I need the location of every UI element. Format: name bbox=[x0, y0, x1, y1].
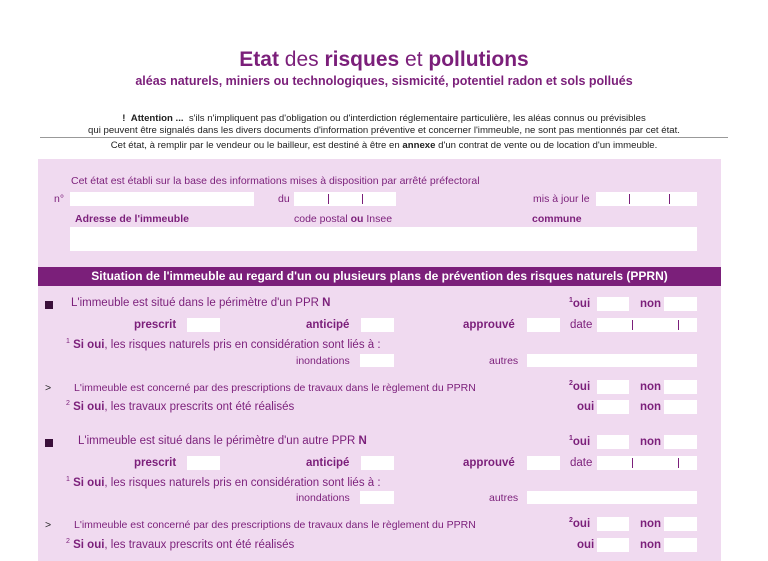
block2-anticipe-checkbox[interactable] bbox=[361, 456, 394, 470]
bullet-square-icon bbox=[45, 439, 53, 447]
block2-presc-non-checkbox[interactable] bbox=[664, 517, 697, 531]
title-etat: Etat bbox=[239, 48, 279, 71]
block2-travaux-rest: , les travaux prescrits ont été réalisés bbox=[104, 538, 295, 551]
number-label: n° bbox=[54, 193, 65, 205]
block2-question-n: N bbox=[358, 435, 367, 447]
notice-attention: Attention ... bbox=[130, 113, 184, 124]
block1-travaux-text bbox=[66, 400, 294, 413]
block1-autres-label: autres bbox=[489, 355, 519, 367]
postal-label bbox=[294, 213, 392, 225]
block2-presc-oui-checkbox[interactable] bbox=[597, 517, 629, 531]
commune-label: commune bbox=[532, 213, 582, 225]
block1-trav-oui-checkbox[interactable] bbox=[597, 400, 629, 414]
block2-oui-checkbox[interactable] bbox=[597, 435, 629, 449]
notice-text-3a: Cet état, à remplir par le vendeur ou le bailleur, est destiné à être en bbox=[110, 140, 403, 151]
block1-prescrit-checkbox[interactable] bbox=[187, 318, 220, 332]
address-field[interactable] bbox=[70, 227, 697, 251]
postal-label-c: Insee bbox=[363, 213, 393, 225]
notice-text-3c: d'un contrat de vente ou de location d'un immeuble. bbox=[435, 140, 658, 151]
block2-presc-oui-text: oui bbox=[572, 517, 591, 530]
block2-date-field[interactable] bbox=[597, 456, 697, 470]
block2-approuve-label: approuvé bbox=[463, 457, 515, 469]
notice-line-3 bbox=[0, 140, 768, 151]
du-label: du bbox=[278, 193, 290, 205]
block1-trav-non-label: non bbox=[640, 401, 662, 413]
block2-inondations-checkbox[interactable] bbox=[360, 491, 394, 504]
block2-si-oui-risques bbox=[66, 476, 381, 489]
title-des: des bbox=[278, 48, 325, 71]
block1-prescrit-label: prescrit bbox=[134, 319, 177, 331]
block2-non-label: non bbox=[640, 436, 662, 448]
notice-text-1: s'ils n'impliquent pas d'obligation ou d'interdiction réglementaire particulière, les aléas connus ou prévisibles bbox=[188, 113, 646, 124]
page-subtitle: aléas naturels, miniers ou technologiques, sismicité, potentiel radon et sols pollués bbox=[135, 74, 633, 88]
block1-date-label: date bbox=[570, 319, 593, 331]
arrete-number-field[interactable] bbox=[70, 192, 254, 206]
block2-travaux-text bbox=[66, 538, 294, 551]
maj-date-field[interactable] bbox=[596, 192, 697, 206]
block2-presc-non-label: non bbox=[640, 518, 662, 530]
notice-bang: ! bbox=[122, 113, 126, 124]
block2-travaux-sup: 2 bbox=[66, 538, 70, 545]
block1-presc-non-checkbox[interactable] bbox=[664, 380, 697, 394]
block1-question-n: N bbox=[322, 297, 331, 309]
block1-oui-sup: 1 bbox=[569, 297, 573, 304]
block1-approuve-label: approuvé bbox=[463, 319, 515, 331]
notice-divider bbox=[40, 137, 728, 138]
block1-presc-oui-sup: 2 bbox=[569, 380, 573, 387]
block1-presc-oui-label bbox=[569, 380, 590, 393]
block1-prescriptions-text: L'immeuble est concerné par des prescriptions de travaux dans le règlement du PPRN bbox=[74, 382, 476, 394]
block1-non-label: non bbox=[640, 298, 662, 310]
block2-date-label: date bbox=[570, 457, 593, 469]
maj-label: mis à jour le bbox=[533, 193, 590, 205]
block2-question bbox=[78, 435, 367, 447]
block1-si-oui-risques bbox=[66, 338, 381, 351]
block1-presc-oui-text: oui bbox=[572, 380, 591, 393]
page-title bbox=[0, 48, 768, 72]
notice-line-2: qui peuvent être signalés dans les divers documents d'information préventive et concerner l'immeuble, ne sont pas mentionnés par cet état. bbox=[88, 125, 680, 136]
block2-presc-oui-label bbox=[569, 517, 590, 530]
bullet-square-icon bbox=[45, 301, 53, 309]
title-et: et bbox=[399, 48, 429, 71]
block2-autres-field[interactable] bbox=[527, 491, 697, 504]
notice-annexe: annexe bbox=[402, 140, 436, 151]
block2-approuve-checkbox[interactable] bbox=[527, 456, 560, 470]
block2-inondations-label: inondations bbox=[296, 492, 350, 504]
block2-oui-text: oui bbox=[572, 435, 591, 448]
block1-travaux-rest: , les travaux prescrits ont été réalisés bbox=[104, 400, 295, 413]
block1-oui-checkbox[interactable] bbox=[597, 297, 629, 311]
block2-prescrit-checkbox[interactable] bbox=[187, 456, 220, 470]
block1-inondations-checkbox[interactable] bbox=[360, 354, 394, 367]
block2-trav-non-label: non bbox=[640, 539, 662, 551]
block2-gt-marker: > bbox=[45, 519, 52, 531]
block1-date-field[interactable] bbox=[597, 318, 697, 332]
block1-presc-oui-checkbox[interactable] bbox=[597, 380, 629, 394]
block2-si-oui-sup: 1 bbox=[66, 476, 70, 483]
block1-trav-oui-label: oui bbox=[577, 401, 595, 413]
block2-si-oui-bold: Si oui bbox=[73, 476, 105, 489]
block1-autres-field[interactable] bbox=[527, 354, 697, 367]
block2-si-oui-rest: , les risques naturels pris en considération sont liés à : bbox=[104, 476, 381, 489]
block1-non-checkbox[interactable] bbox=[664, 297, 697, 311]
title-pollutions: pollutions bbox=[428, 48, 529, 71]
block1-approuve-checkbox[interactable] bbox=[527, 318, 560, 332]
block1-si-oui-rest: , les risques naturels pris en considération sont liés à : bbox=[104, 338, 381, 351]
block2-trav-non-checkbox[interactable] bbox=[664, 538, 697, 552]
block1-travaux-si-oui: Si oui bbox=[73, 400, 105, 413]
block2-autres-label: autres bbox=[489, 492, 519, 504]
block1-question bbox=[71, 297, 330, 309]
block2-anticipe-label: anticipé bbox=[306, 457, 350, 469]
title-risques: risques bbox=[324, 48, 400, 71]
block1-trav-non-checkbox[interactable] bbox=[664, 400, 697, 414]
block2-prescrit-label: prescrit bbox=[134, 457, 177, 469]
block2-oui-label bbox=[569, 435, 590, 448]
postal-label-a: code postal bbox=[294, 213, 351, 225]
block1-travaux-sup: 2 bbox=[66, 400, 70, 407]
block1-presc-non-label: non bbox=[640, 381, 662, 393]
block2-prescriptions-text: L'immeuble est concerné par des prescriptions de travaux dans le règlement du PPRN bbox=[74, 519, 476, 531]
block2-presc-oui-sup: 2 bbox=[569, 517, 573, 524]
block2-travaux-si-oui: Si oui bbox=[73, 538, 105, 551]
established-text: Cet état est établi sur la base des informations mises à disposition par arrêté préfectoral bbox=[71, 175, 480, 187]
block1-si-oui-sup: 1 bbox=[66, 338, 70, 345]
block1-question-text: L'immeuble est situé dans le périmètre d'un PPR bbox=[71, 297, 323, 309]
block1-oui-text: oui bbox=[572, 297, 591, 310]
block2-non-checkbox[interactable] bbox=[664, 435, 697, 449]
block1-si-oui-bold: Si oui bbox=[73, 338, 105, 351]
block2-trav-oui-checkbox[interactable] bbox=[597, 538, 629, 552]
block2-trav-oui-label: oui bbox=[577, 539, 595, 551]
block2-oui-sup: 1 bbox=[569, 435, 573, 442]
section-title-pprn: Situation de l'immeuble au regard d'un ou plusieurs plans de prévention des risques naturels (PPRN) bbox=[38, 267, 721, 286]
block1-anticipe-label: anticipé bbox=[306, 319, 350, 331]
block1-anticipe-checkbox[interactable] bbox=[361, 318, 394, 332]
block1-gt-marker: > bbox=[45, 382, 52, 394]
notice-line-1 bbox=[0, 113, 768, 124]
block1-inondations-label: inondations bbox=[296, 355, 350, 367]
postal-label-or: ou bbox=[350, 213, 364, 225]
arrete-date-field[interactable] bbox=[294, 192, 396, 206]
block1-oui-label bbox=[569, 297, 590, 310]
address-label: Adresse de l'immeuble bbox=[75, 213, 189, 225]
block2-question-text: L'immeuble est situé dans le périmètre d'un autre PPR bbox=[78, 435, 359, 447]
